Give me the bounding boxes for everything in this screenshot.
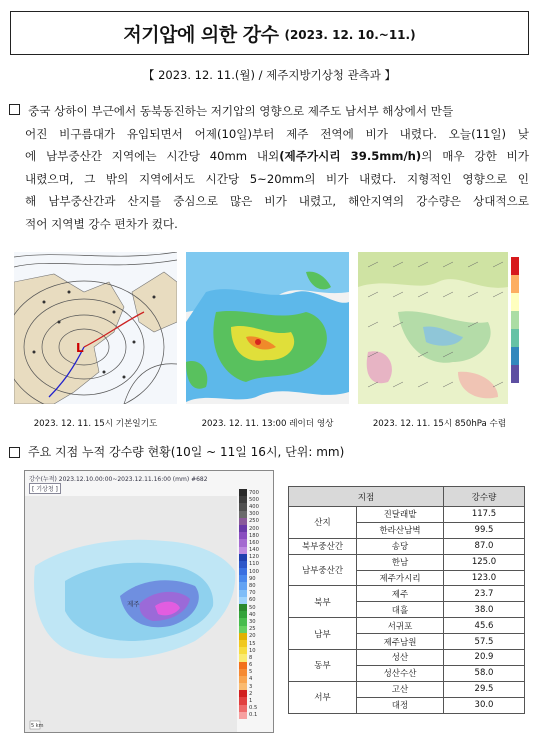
amount-cell: 23.7 bbox=[444, 586, 525, 602]
region-cell: 동부 bbox=[289, 650, 357, 682]
table-header-site: 지점 bbox=[289, 487, 444, 507]
para-line-3: 에 남부중산간 지역에는 시간당 40mm 내외(제주가시리 39.5mm/h)의 매우 강한 비가 bbox=[25, 149, 529, 163]
legend-entry bbox=[239, 662, 273, 669]
amount-cell: 117.5 bbox=[444, 507, 525, 523]
legend-label: 4 bbox=[249, 676, 253, 683]
legend-label: 25 bbox=[249, 626, 256, 633]
station-cell: 한라산남벽 bbox=[357, 522, 444, 538]
legend-entry bbox=[239, 640, 273, 647]
table-row bbox=[289, 538, 525, 554]
legend-swatch bbox=[239, 669, 247, 676]
accum-map-legend bbox=[239, 489, 273, 719]
legend-swatch bbox=[239, 654, 247, 661]
station-cell: 대정 bbox=[357, 697, 444, 713]
page-title: 저기압에 의한 강수 bbox=[123, 23, 279, 46]
station-cell: 제주가시리 bbox=[357, 570, 444, 586]
caption-weather-map: 2023. 12. 11. 15시 기본일기도 bbox=[33, 419, 158, 429]
para-line-1: 중국 상하이 부근에서 동북동진하는 저기압의 영향으로 제주도 남서부 해상에서 만들 bbox=[28, 104, 454, 118]
legend-swatch bbox=[239, 647, 247, 654]
legend-entry bbox=[239, 590, 273, 597]
legend-label: 15 bbox=[249, 640, 256, 647]
amount-cell: 38.0 bbox=[444, 602, 525, 618]
table-row bbox=[289, 681, 525, 697]
legend-entry bbox=[239, 554, 273, 561]
legend-entry bbox=[239, 582, 273, 589]
legend-label: 30 bbox=[249, 618, 256, 625]
amount-cell: 58.0 bbox=[444, 665, 525, 681]
legend-entry bbox=[239, 611, 273, 618]
highlight-gasiri: (제주가시리 39.5mm/h) bbox=[279, 149, 422, 163]
table-row bbox=[289, 650, 525, 666]
legend-swatch bbox=[239, 539, 247, 546]
svg-text:5 km: 5 km bbox=[31, 723, 44, 729]
legend-swatch bbox=[239, 611, 247, 618]
bullet-square-icon bbox=[9, 104, 20, 115]
legend-entry bbox=[239, 575, 273, 582]
legend-label: 140 bbox=[249, 547, 259, 554]
station-cell: 대흘 bbox=[357, 602, 444, 618]
amount-cell: 125.0 bbox=[444, 554, 525, 570]
legend-label: 200 bbox=[249, 525, 259, 532]
legend-label: 5 bbox=[249, 669, 253, 676]
legend-label: 6 bbox=[249, 662, 253, 669]
legend-entry bbox=[239, 503, 273, 510]
legend-entry bbox=[239, 532, 273, 539]
legend-label: 40 bbox=[249, 611, 256, 618]
station-cell: 송당 bbox=[357, 538, 444, 554]
legend-entry bbox=[239, 561, 273, 568]
legend-label: 500 bbox=[249, 496, 259, 503]
table-row bbox=[289, 507, 525, 523]
legend-swatch bbox=[239, 697, 247, 704]
850hpa-convergence-image bbox=[358, 252, 521, 404]
station-cell: 서귀포 bbox=[357, 618, 444, 634]
amount-cell: 29.5 bbox=[444, 681, 525, 697]
table-row bbox=[289, 586, 525, 602]
table-header-amount: 강수량 bbox=[444, 487, 525, 507]
legend-label: 80 bbox=[249, 583, 256, 590]
legend-entry bbox=[239, 669, 273, 676]
para-line-2: 어진 비구름대가 유입되면서 어제(10일)부터 제주 전역에 비가 내렸다. 오늘(11일) 낮 bbox=[25, 126, 529, 141]
legend-swatch bbox=[239, 518, 247, 525]
legend-entry bbox=[239, 496, 273, 503]
legend-swatch bbox=[239, 676, 247, 683]
svg-text:L: L bbox=[76, 341, 84, 355]
legend-label: 90 bbox=[249, 575, 256, 582]
legend-entry bbox=[239, 690, 273, 697]
title-date: (2023. 12. 10.~11.) bbox=[284, 27, 416, 42]
rainfall-table bbox=[288, 486, 525, 714]
bullet-square-icon bbox=[9, 447, 20, 458]
legend-label: 60 bbox=[249, 597, 256, 604]
caption-radar: 2023. 12. 11. 13:00 레이더 영상 bbox=[201, 419, 334, 429]
legend-swatch bbox=[239, 662, 247, 669]
region-cell: 북부중산간 bbox=[289, 538, 357, 554]
amount-cell: 57.5 bbox=[444, 634, 525, 650]
legend-entry bbox=[239, 633, 273, 640]
legend-label: 120 bbox=[249, 554, 259, 561]
legend-label: 100 bbox=[249, 568, 259, 575]
title-box bbox=[10, 11, 529, 55]
legend-entry bbox=[239, 618, 273, 625]
amount-cell: 30.0 bbox=[444, 697, 525, 713]
legend-swatch bbox=[239, 705, 247, 712]
para-line-5: 해 남부중산간과 산지를 중심으로 많은 비가 내렸고, 해안지역의 강수량은 상대적으로 bbox=[25, 194, 529, 208]
table-row bbox=[289, 554, 525, 570]
accum-map-header: 강수(누적) 2023.12.10.00:00~2023.12.11.16:00 (mm) #682 bbox=[29, 476, 208, 483]
legend-swatch bbox=[239, 633, 247, 640]
para-line-4: 내렸으며, 그 밖의 지역에서도 시간당 5~20mm의 비가 내렸다. 지형적인 영향으로 인 bbox=[25, 171, 529, 186]
legend-entry bbox=[239, 518, 273, 525]
region-cell: 남부 bbox=[289, 618, 357, 650]
legend-label: 50 bbox=[249, 604, 256, 611]
legend-entry bbox=[239, 676, 273, 683]
legend-label: 8 bbox=[249, 654, 253, 661]
legend-swatch bbox=[239, 712, 247, 719]
legend-label: 0.5 bbox=[249, 705, 258, 712]
legend-entry bbox=[239, 547, 273, 554]
legend-swatch bbox=[239, 547, 247, 554]
legend-swatch bbox=[239, 590, 247, 597]
station-cell: 한남 bbox=[357, 554, 444, 570]
legend-swatch bbox=[239, 496, 247, 503]
region-cell: 북부 bbox=[289, 586, 357, 618]
legend-label: 1 bbox=[249, 698, 253, 705]
legend-swatch bbox=[239, 690, 247, 697]
legend-label: 400 bbox=[249, 503, 259, 510]
legend-entry bbox=[239, 525, 273, 532]
legend-entry bbox=[239, 489, 273, 496]
legend-swatch bbox=[239, 582, 247, 589]
legend-swatch bbox=[239, 489, 247, 496]
legend-entry bbox=[239, 626, 273, 633]
legend-swatch bbox=[239, 597, 247, 604]
legend-entry bbox=[239, 705, 273, 712]
legend-label: 10 bbox=[249, 647, 256, 654]
station-cell: 고산 bbox=[357, 681, 444, 697]
legend-entry bbox=[239, 647, 273, 654]
section2-heading: 주요 지점 누적 강수량 현황(10일 ~ 11일 16시, 단위: mm) bbox=[28, 445, 345, 459]
legend-entry bbox=[239, 697, 273, 704]
city-label-jeju: 제주 bbox=[127, 600, 140, 608]
station-cell: 성산수산 bbox=[357, 665, 444, 681]
legend-entry bbox=[239, 511, 273, 518]
accum-map-tag: [ 기상청 ] bbox=[29, 483, 61, 494]
legend-entry bbox=[239, 683, 273, 690]
legend-swatch bbox=[239, 604, 247, 611]
legend-swatch bbox=[239, 568, 247, 575]
region-cell: 서부 bbox=[289, 681, 357, 713]
legend-label: 250 bbox=[249, 518, 259, 525]
legend-entry bbox=[239, 712, 273, 719]
legend-label: 110 bbox=[249, 561, 259, 568]
legend-label: 700 bbox=[249, 489, 259, 496]
legend-label: 180 bbox=[249, 532, 259, 539]
accumulated-rain-map bbox=[24, 470, 274, 733]
amount-cell: 87.0 bbox=[444, 538, 525, 554]
amount-cell: 123.0 bbox=[444, 570, 525, 586]
station-cell: 진달래밭 bbox=[357, 507, 444, 523]
legend-label: 70 bbox=[249, 590, 256, 597]
subtitle: 【 2023. 12. 11.(월) / 제주지방기상청 관측과 】 bbox=[142, 68, 397, 82]
legend-swatch bbox=[239, 532, 247, 539]
radar-image bbox=[186, 252, 349, 404]
legend-swatch bbox=[239, 640, 247, 647]
legend-entry bbox=[239, 568, 273, 575]
legend-entry bbox=[239, 539, 273, 546]
legend-swatch bbox=[239, 525, 247, 532]
legend-swatch bbox=[239, 683, 247, 690]
table-row bbox=[289, 618, 525, 634]
legend-label: 0.1 bbox=[249, 712, 258, 719]
legend-swatch bbox=[239, 503, 247, 510]
region-cell: 산지 bbox=[289, 507, 357, 539]
legend-label: 20 bbox=[249, 633, 256, 640]
station-cell: 제주 bbox=[357, 586, 444, 602]
legend-swatch bbox=[239, 618, 247, 625]
legend-entry bbox=[239, 604, 273, 611]
legend-label: 3 bbox=[249, 683, 253, 690]
summary-paragraph bbox=[9, 100, 529, 235]
legend-swatch bbox=[239, 561, 247, 568]
caption-850hpa: 2023. 12. 11. 15시 850hPa 수렴 bbox=[372, 419, 507, 429]
section2-heading-row bbox=[9, 443, 344, 460]
amount-cell: 20.9 bbox=[444, 650, 525, 666]
station-cell: 성산 bbox=[357, 650, 444, 666]
legend-label: 300 bbox=[249, 511, 259, 518]
legend-swatch bbox=[239, 554, 247, 561]
legend-swatch bbox=[239, 511, 247, 518]
region-cell: 남부중산간 bbox=[289, 554, 357, 586]
weather-map-image bbox=[14, 252, 177, 404]
amount-cell: 99.5 bbox=[444, 522, 525, 538]
legend-label: 160 bbox=[249, 539, 259, 546]
legend-entry bbox=[239, 654, 273, 661]
para-line-6: 적어 지역별 강수 편차가 컸다. bbox=[25, 216, 178, 231]
legend-entry bbox=[239, 597, 273, 604]
legend-swatch bbox=[239, 575, 247, 582]
legend-label: 2 bbox=[249, 690, 253, 697]
station-cell: 제주남원 bbox=[357, 634, 444, 650]
legend-swatch bbox=[239, 626, 247, 633]
amount-cell: 45.6 bbox=[444, 618, 525, 634]
